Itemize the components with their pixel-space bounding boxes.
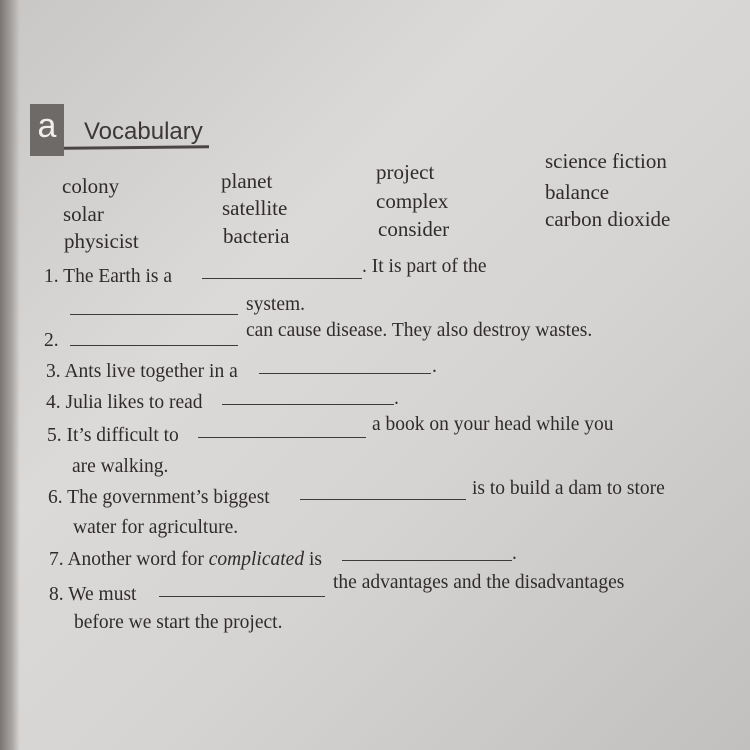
exercise-number: 2. [44,330,59,351]
exercise-number: 5. [47,425,62,446]
exercise-prompt: is [308,549,322,570]
exercise-text [47,425,179,447]
word-bank-item: planet [221,169,273,193]
exercise-continuation: . [512,543,517,564]
exercise-continuation: the advantages and the disadvantages [333,572,625,593]
exercise-prompt: Another word for [67,549,204,570]
answer-blank[interactable] [342,560,512,561]
exercise-text [49,584,136,606]
word-bank-item: satellite [222,196,288,220]
exercise-italic-word: complicated [208,549,305,570]
exercise-text [46,392,203,414]
answer-blank[interactable] [259,373,431,374]
exercise-continuation: . [432,356,437,377]
exercise-number: 1. [44,266,59,287]
exercise-prompt: The government’s biggest [67,487,270,508]
book-spine-shadow [0,0,20,750]
exercise-prompt: Julia likes to read [65,392,203,413]
title-underline [64,145,209,150]
exercise-continuation: can cause disease. They also destroy wastes. [246,320,593,341]
answer-blank[interactable] [70,314,238,315]
exercise-continuation: a book on your head while you [372,414,614,435]
exercise-text [44,266,172,288]
word-bank-item: complex [376,189,449,213]
exercise-prompt: We must [68,584,137,605]
exercise-number: 6. [48,487,63,508]
exercise-continuation: before we start the project. [74,612,283,633]
answer-blank[interactable] [202,278,362,279]
exercise-text [46,361,238,383]
word-bank-item: colony [62,174,120,198]
exercise-continuation: is to build a dam to store [472,478,665,499]
exercise-prompt: The Earth is a [63,266,172,287]
word-bank-item: carbon dioxide [545,207,671,231]
exercise-number: 8. [49,584,64,605]
word-bank-item: science fiction [545,149,667,173]
exercise-number: 3. [46,361,61,382]
answer-blank[interactable] [222,404,394,405]
exercise-prompt: Ants live together in a [64,361,238,382]
word-bank-item: project [376,160,435,184]
section-title: Vocabulary [84,118,203,145]
exercise-continuation: . It is part of the [362,256,487,277]
exercise-text [48,487,270,509]
exercise-continuation: system. [246,294,306,315]
answer-blank[interactable] [70,345,238,346]
exercise-number: 4. [46,392,61,413]
exercise-prompt: It’s difficult to [66,425,179,446]
exercise-number: 7. [49,549,64,570]
word-bank-item: bacteria [223,224,290,248]
word-bank-item: solar [63,202,104,226]
exercise-continuation: . [394,388,399,409]
answer-blank[interactable] [198,437,366,438]
section-letter-badge: a [30,104,64,156]
exercise-continuation: are walking. [72,456,169,477]
exercise-text [49,549,322,571]
word-bank-item: physicist [64,229,139,253]
answer-blank[interactable] [300,499,466,500]
answer-blank[interactable] [159,596,325,597]
exercise-continuation: water for agriculture. [73,517,239,538]
word-bank-item: balance [545,180,610,204]
word-bank-item: consider [378,217,450,241]
